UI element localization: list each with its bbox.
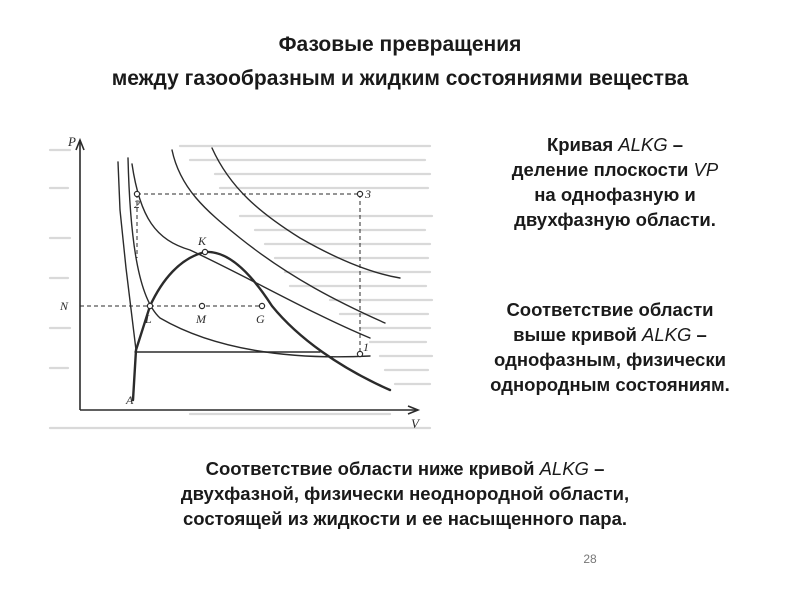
description-block-curve [440, 132, 790, 232]
point-label-a: A [126, 393, 134, 407]
v-axis-label: V [411, 416, 419, 431]
block1-line-3: на однофазную и [534, 184, 696, 205]
point-label-2: 2 [134, 197, 140, 211]
slide-number: 28 [583, 552, 597, 566]
plane-name: VP [693, 159, 719, 180]
curve-name: ALKG [642, 324, 692, 345]
block1-line-4: двухфазную области. [514, 209, 716, 230]
point-label-n: N [60, 299, 69, 313]
p-axis-label: P [68, 134, 76, 149]
isotherm-2 [132, 164, 370, 338]
block2-line-2: выше кривой ALKG – [513, 324, 707, 345]
block2-line-1: Соответствие области [506, 299, 714, 320]
phase-diagram [40, 128, 440, 433]
point-g [259, 303, 264, 308]
block3-line-3: состоящей из жидкости и ее насыщенного пара. [182, 508, 627, 529]
dashed-lines [80, 194, 360, 354]
point-1 [357, 351, 362, 356]
block3-line-2: двухфазной, физически неоднородной области, [180, 483, 630, 504]
point-2 [134, 191, 139, 196]
description-block-above [440, 297, 780, 397]
description-block-below [60, 456, 750, 531]
scanned-text-background [50, 146, 432, 428]
block2-line-3: однофазным, физически [494, 349, 726, 370]
point-k [202, 249, 207, 254]
block2-line-4: однородным состояниям. [490, 374, 730, 395]
point-label-g: G [256, 312, 265, 326]
slide-title-line-2: между газообразным и жидким состояниями вещества [111, 67, 689, 90]
curve-name: ALKG [539, 458, 589, 479]
point-label-1: 1 [363, 340, 369, 354]
block3-line-1: Соответствие области ниже кривой ALKG – [205, 458, 605, 479]
slide-title-line-1: Фазовые превращения [278, 33, 522, 56]
point-label-3: 3 [365, 187, 371, 201]
point-label-l: L [145, 312, 152, 326]
block1-line-2: деление плоскости VP [511, 159, 719, 180]
point-label-m: M [196, 312, 206, 326]
point-l [147, 303, 152, 308]
curve-name: ALKG [618, 134, 668, 155]
curves [118, 148, 400, 400]
point-m [199, 303, 204, 308]
point-label-k: K [198, 234, 207, 248]
liquid-branch [118, 162, 136, 350]
block1-line-1: Кривая ALKG – [546, 134, 684, 155]
point-3 [357, 191, 362, 196]
